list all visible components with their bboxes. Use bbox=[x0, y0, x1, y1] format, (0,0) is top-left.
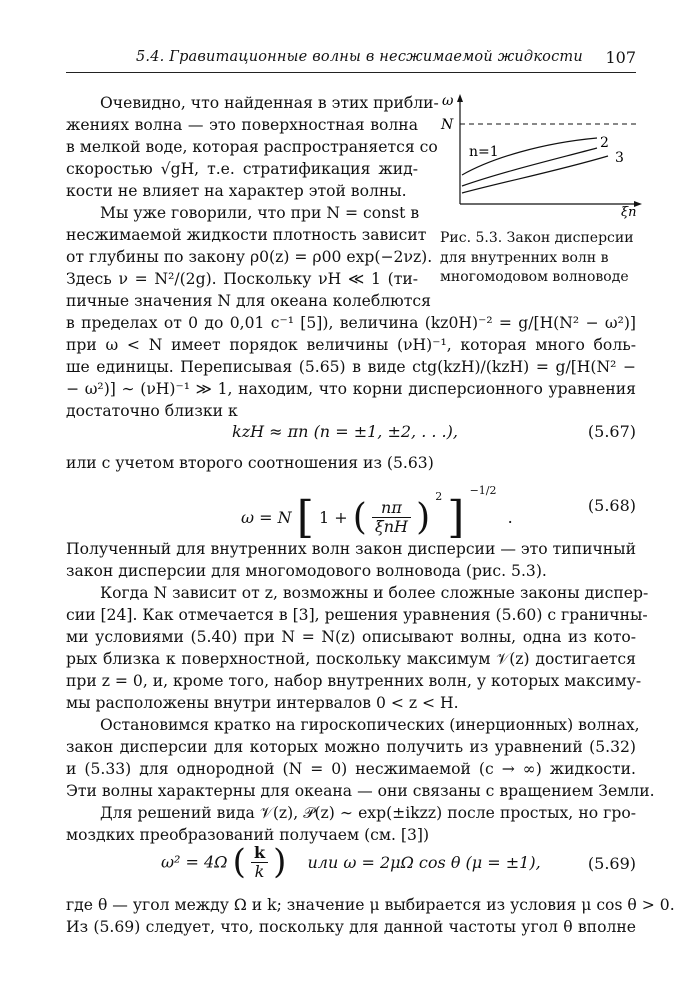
equation-5-68 bbox=[66, 480, 636, 543]
caption-line: Рис. 5.3. Закон дисперсии bbox=[440, 230, 634, 246]
fraction bbox=[372, 499, 411, 536]
eq-mid: или ω = 2μΩ cos θ (μ = ±1), bbox=[307, 852, 541, 872]
level-label: N bbox=[441, 117, 454, 133]
equation-number: (5.68) bbox=[587, 496, 636, 515]
fraction bbox=[251, 844, 268, 881]
text-line: рых близка к поверхностной, поскольку максимум 𝒱(z) достигается bbox=[66, 650, 636, 668]
text-line: Для решений вида 𝒱(z), 𝒫(z) ∼ exp(±ikzz) после простых, но гро- bbox=[100, 804, 636, 822]
equation-body: kzH ≈ πn (n = ±1, ±2, . . .), bbox=[232, 422, 458, 441]
text-line: скоростью √gH, т.е. стратификация жид- bbox=[66, 160, 418, 178]
dispersion-plot bbox=[432, 92, 652, 220]
text-line: где θ — угол между Ω и k; значение μ выбирается из условия μ cos θ > 0. bbox=[66, 896, 675, 914]
left-paren: ( bbox=[232, 842, 246, 882]
outer-power: −1/2 bbox=[469, 484, 497, 497]
text-line: Когда N зависит от z, возможны и более сложные законы диспер- bbox=[100, 584, 649, 602]
text-line: или с учетом второго соотношения из (5.63) bbox=[66, 454, 434, 472]
text-line: мы расположены внутри интервалов 0 < z < H. bbox=[66, 694, 459, 712]
eq-lhs: ω² = 4Ω bbox=[161, 852, 228, 872]
curve-label-2: 2 bbox=[600, 135, 609, 151]
equation-body bbox=[161, 842, 541, 882]
text-line: кости не влияет на характер этой волны. bbox=[66, 182, 407, 200]
eq-trail: . bbox=[507, 508, 513, 527]
text-line: Остановимся кратко на гироскопических (инерционных) волнах, bbox=[100, 716, 640, 734]
text-line: сии [24]. Как отмечается в [3], решения уравнения (5.60) с граничны- bbox=[66, 606, 648, 624]
running-head bbox=[66, 49, 636, 71]
right-paren: ) bbox=[273, 842, 287, 882]
header-rule bbox=[66, 72, 636, 73]
text-line: от глубины по закону ρ0(z) = ρ00 exp(−2νz). bbox=[66, 248, 433, 266]
y-axis-label: ω bbox=[442, 93, 454, 109]
inner-power: 2 bbox=[435, 490, 443, 503]
numerator: k bbox=[251, 844, 268, 863]
eq-inner: 1 + bbox=[318, 508, 348, 527]
text-line: жениях волна — это поверхностная волна bbox=[66, 116, 418, 134]
figure-dispersion bbox=[432, 92, 652, 220]
text-line: несжимаемой жидкости плотность зависит bbox=[66, 226, 427, 244]
text-line: достаточно близки к bbox=[66, 402, 238, 420]
text-line: Здесь ν = N²/(2g). Поскольку νH ≪ 1 (ти- bbox=[66, 270, 418, 288]
figure-caption bbox=[440, 229, 640, 288]
caption-line: многомодовом волноводе bbox=[440, 269, 629, 285]
text-line: Мы уже говорили, что при N = const в bbox=[100, 204, 420, 222]
equation-5-69 bbox=[66, 842, 636, 888]
text-line: ше единицы. Переписывая (5.65) в виде ctg(kzH)/(kzH) = g/[H(N² − bbox=[66, 358, 636, 376]
curve-label-3: 3 bbox=[615, 150, 624, 166]
denominator: k bbox=[254, 861, 265, 881]
text-line: пичные значения N для океана колеблются bbox=[66, 292, 431, 310]
text-line: при z = 0, и, кроме того, набор внутренних волн, у которых максиму- bbox=[66, 672, 642, 690]
curve-label-1: n=1 bbox=[469, 144, 499, 160]
equation-body bbox=[241, 484, 513, 543]
text-line: моздких преобразований получаем (см. [3]) bbox=[66, 826, 430, 844]
text-line: и (5.33) для однородной (N = 0) несжимаемой (c → ∞) жидкости. bbox=[66, 760, 636, 778]
curve-n3 bbox=[462, 156, 608, 193]
text-line: ми условиями (5.40) при N = N(z) описывают волны, одна из кото- bbox=[66, 628, 636, 646]
numerator: nπ bbox=[372, 499, 411, 518]
text-line: − ω²)] ∼ (νH)⁻¹ ≫ 1, находим, что корни дисперсионного уравнения bbox=[66, 380, 636, 398]
text-line: в пределах от 0 до 0,01 с⁻¹ [5]), величина (kz0H)⁻² = g/[H(N² − ω²)] bbox=[66, 314, 636, 332]
x-axis-label: ξn bbox=[621, 205, 637, 220]
equation-5-67 bbox=[66, 406, 636, 441]
caption-line: для внутренних волн в bbox=[440, 249, 609, 266]
text-line: при ω < N имеет порядок величины (νH)⁻¹, которая много боль- bbox=[66, 336, 636, 354]
equation-number: (5.67) bbox=[587, 422, 636, 441]
y-axis-arrow bbox=[457, 94, 463, 102]
text-line: Эти волны характерны для океана — они связаны с вращением Земли. bbox=[66, 782, 655, 800]
left-bracket: [ bbox=[296, 492, 314, 543]
denominator: ξnH bbox=[374, 517, 408, 536]
left-paren: ( bbox=[352, 497, 367, 538]
page-number: 107 bbox=[605, 48, 636, 67]
text-line: Полученный для внутренних волн закон дисперсии — это типичный bbox=[66, 540, 636, 558]
text-line: Из (5.69) следует, что, поскольку для данной частоты угол θ вполне bbox=[66, 918, 636, 936]
text-line: в мелкой воде, которая распространяется со bbox=[66, 138, 438, 156]
right-bracket: ] bbox=[447, 492, 465, 543]
equation-number: (5.69) bbox=[587, 854, 636, 873]
text-line: Очевидно, что найденная в этих прибли- bbox=[100, 94, 439, 112]
text-line: закон дисперсии для многомодового волновода (рис. 5.3). bbox=[66, 562, 547, 580]
text-line: закон дисперсии для которых можно получить из уравнений (5.32) bbox=[66, 738, 636, 756]
right-paren: ) bbox=[416, 497, 431, 538]
section-title: 5.4. Гравитационные волны в несжимаемой жидкости bbox=[136, 49, 583, 65]
eq-lhs: ω = N bbox=[241, 508, 292, 527]
